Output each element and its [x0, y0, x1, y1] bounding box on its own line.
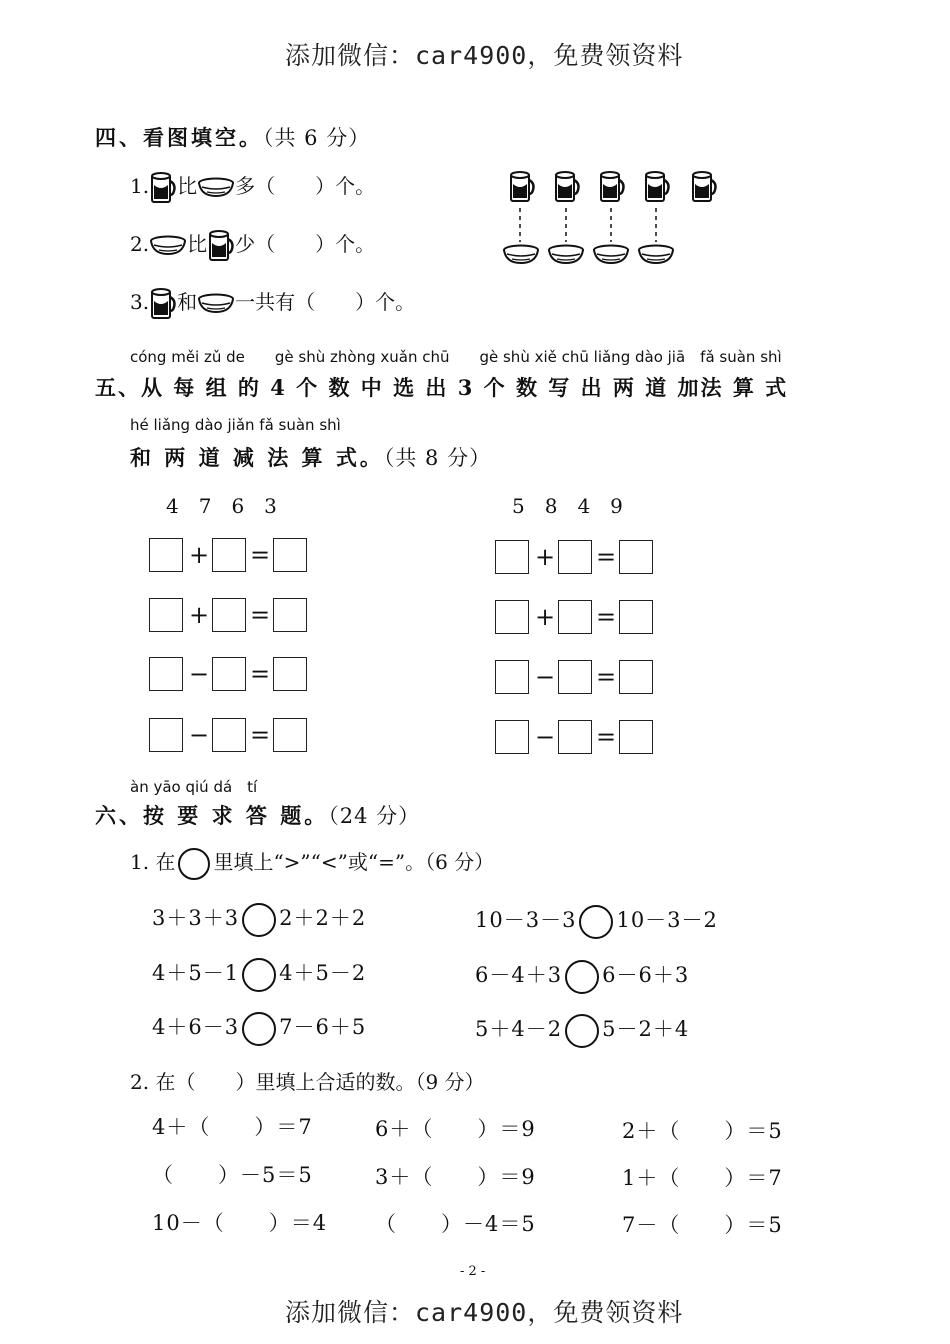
compare-row: 6－4＋3 6－6＋3 — [475, 959, 689, 994]
operator-symbol: − — [535, 723, 556, 751]
operator-symbol: = — [596, 723, 617, 751]
section4-title: 四、看图填空。 — [95, 125, 263, 150]
section5-points: （共 8 分） — [383, 446, 492, 470]
operator-symbol: = — [250, 660, 271, 688]
q3-word1: 和 — [177, 290, 198, 314]
fill-item[interactable]: （ ）－4＝5 — [375, 1212, 536, 1236]
section6-title: 六、按 要 求 答 题。 — [95, 803, 329, 828]
answer-box[interactable] — [558, 600, 592, 634]
fill-item[interactable]: 3＋（ ）＝9 — [375, 1165, 536, 1189]
operator-symbol: + — [189, 541, 210, 569]
answer-box[interactable] — [558, 660, 592, 694]
operator-symbol: = — [596, 663, 617, 691]
q2-word2: 少（ ）个。 — [235, 232, 376, 256]
cup-2 — [556, 172, 579, 201]
operator-symbol: = — [596, 603, 617, 631]
compare-circle[interactable] — [242, 1012, 276, 1046]
bowl-1 — [504, 246, 538, 264]
section5-pinyin-2: hé liǎng dào jiǎn fǎ suàn shì — [130, 416, 341, 434]
answer-box[interactable] — [619, 660, 653, 694]
sub1-prefix: 1. 在 — [130, 850, 176, 874]
bowl-icon — [197, 177, 235, 199]
section4-q2 — [130, 228, 375, 263]
compare-circle[interactable] — [565, 1014, 599, 1048]
section6-heading — [95, 800, 420, 830]
answer-box[interactable] — [212, 598, 246, 632]
sub2-title: 2. 在（ ）里填上合适的数。（9 分） — [130, 1070, 485, 1094]
answer-box[interactable] — [558, 540, 592, 574]
operator-symbol: − — [535, 663, 556, 691]
operator-symbol: − — [189, 660, 210, 688]
answer-box[interactable] — [149, 657, 183, 691]
q2-number: 2. — [130, 232, 150, 256]
circle-icon — [178, 848, 210, 880]
operator-symbol: = — [250, 601, 271, 629]
cup-5 — [693, 172, 716, 201]
cup-3 — [601, 172, 624, 201]
section5-title-2: 和 两 道 减 法 算 式。 — [130, 445, 384, 470]
q2-word1: 比 — [187, 232, 208, 256]
operator-symbol: + — [535, 603, 556, 631]
watermark-top: 添加微信：car4900，免费领资料 — [285, 41, 684, 70]
section4-q1 — [130, 170, 375, 205]
answer-box[interactable] — [273, 538, 307, 572]
fill-item[interactable]: （ ）－5＝5 — [152, 1163, 313, 1187]
fill-item[interactable]: 4＋（ ）＝7 — [152, 1115, 313, 1139]
section4-points: （共 6 分） — [263, 126, 371, 150]
answer-box[interactable] — [149, 598, 183, 632]
fill-item[interactable]: 10－（ ）＝4 — [152, 1211, 328, 1235]
compare-circle[interactable] — [579, 905, 613, 939]
answer-box[interactable] — [619, 600, 653, 634]
answer-box[interactable] — [212, 657, 246, 691]
answer-box[interactable] — [558, 720, 592, 754]
bowl-4 — [639, 246, 673, 264]
answer-box[interactable] — [273, 657, 307, 691]
section5-pinyin-1: cóng měi zǔ de gè shù zhòng xuǎn chū gè shù xiě chū liǎng dào jiā fǎ suàn shì — [130, 348, 782, 366]
bowl-icon — [149, 235, 187, 257]
bowl-3 — [594, 246, 628, 264]
bowl-2 — [549, 246, 583, 264]
section4-q3 — [130, 286, 415, 321]
compare-row: 4＋6－3 7－6＋5 — [152, 1011, 366, 1046]
q1-word1: 比 — [177, 174, 198, 198]
compare-row: 5＋4－2 5－2＋4 — [475, 1013, 689, 1048]
operator-symbol: = — [250, 541, 271, 569]
answer-box[interactable] — [273, 598, 307, 632]
answer-box[interactable] — [495, 600, 529, 634]
section6-pinyin: àn yāo qiú dá tí — [130, 778, 258, 796]
operator-symbol: + — [189, 601, 210, 629]
page-number: - 2 - — [460, 1264, 486, 1279]
cup-1 — [511, 172, 534, 201]
fill-item[interactable]: 6＋（ ）＝9 — [375, 1117, 536, 1141]
answer-box[interactable] — [149, 718, 183, 752]
section6-points: （24 分） — [328, 804, 421, 828]
number-group-2: 5 8 4 9 — [512, 494, 623, 518]
operator-symbol: + — [535, 543, 556, 571]
section5-title-2-line — [130, 442, 491, 472]
cup-icon — [207, 229, 235, 263]
watermark-bottom: 添加微信：car4900，免费领资料 — [285, 1298, 684, 1327]
q1-number: 1. — [130, 174, 150, 198]
fill-item[interactable]: 2＋（ ）＝5 — [622, 1119, 783, 1143]
number-group-1: 4 7 6 3 — [166, 494, 277, 518]
compare-circle[interactable] — [242, 958, 276, 992]
compare-circle[interactable] — [565, 960, 599, 994]
section5-title: 五、从 每 组 的 4 个 数 中 选 出 3 个 数 写 出 两 道 加法 算 式 — [95, 375, 789, 400]
section4-heading — [95, 122, 370, 152]
answer-box[interactable] — [619, 720, 653, 754]
q3-number: 3. — [130, 290, 150, 314]
sub1-title — [130, 846, 494, 880]
q1-word2: 多（ ）个。 — [235, 174, 376, 198]
compare-row: 3＋3＋3 2＋2＋2 — [152, 902, 366, 937]
operator-symbol: = — [596, 543, 617, 571]
cup-icon — [149, 287, 177, 321]
answer-box[interactable] — [619, 540, 653, 574]
answer-box[interactable] — [149, 538, 183, 572]
cup-4 — [646, 172, 669, 201]
operator-symbol: = — [250, 721, 271, 749]
cups-bowls-picture — [500, 168, 730, 274]
q3-word2: 一共有（ ）个。 — [235, 290, 416, 314]
fill-item[interactable]: 7－（ ）＝5 — [622, 1213, 783, 1237]
sub1-suffix: 里填上“>”“<”或“=”。（6 分） — [213, 850, 495, 874]
compare-row: 4＋5－1 4＋5－2 — [152, 957, 366, 992]
operator-symbol: − — [189, 721, 210, 749]
compare-circle[interactable] — [242, 903, 276, 937]
answer-box[interactable] — [212, 718, 246, 752]
answer-box[interactable] — [212, 538, 246, 572]
cup-icon — [149, 171, 177, 205]
answer-box[interactable] — [495, 720, 529, 754]
bowl-icon — [197, 293, 235, 315]
answer-box[interactable] — [273, 718, 307, 752]
fill-item[interactable]: 1＋（ ）＝7 — [622, 1166, 783, 1190]
answer-box[interactable] — [495, 660, 529, 694]
answer-box[interactable] — [495, 540, 529, 574]
compare-row: 10－3－3 10－3－2 — [475, 904, 718, 939]
